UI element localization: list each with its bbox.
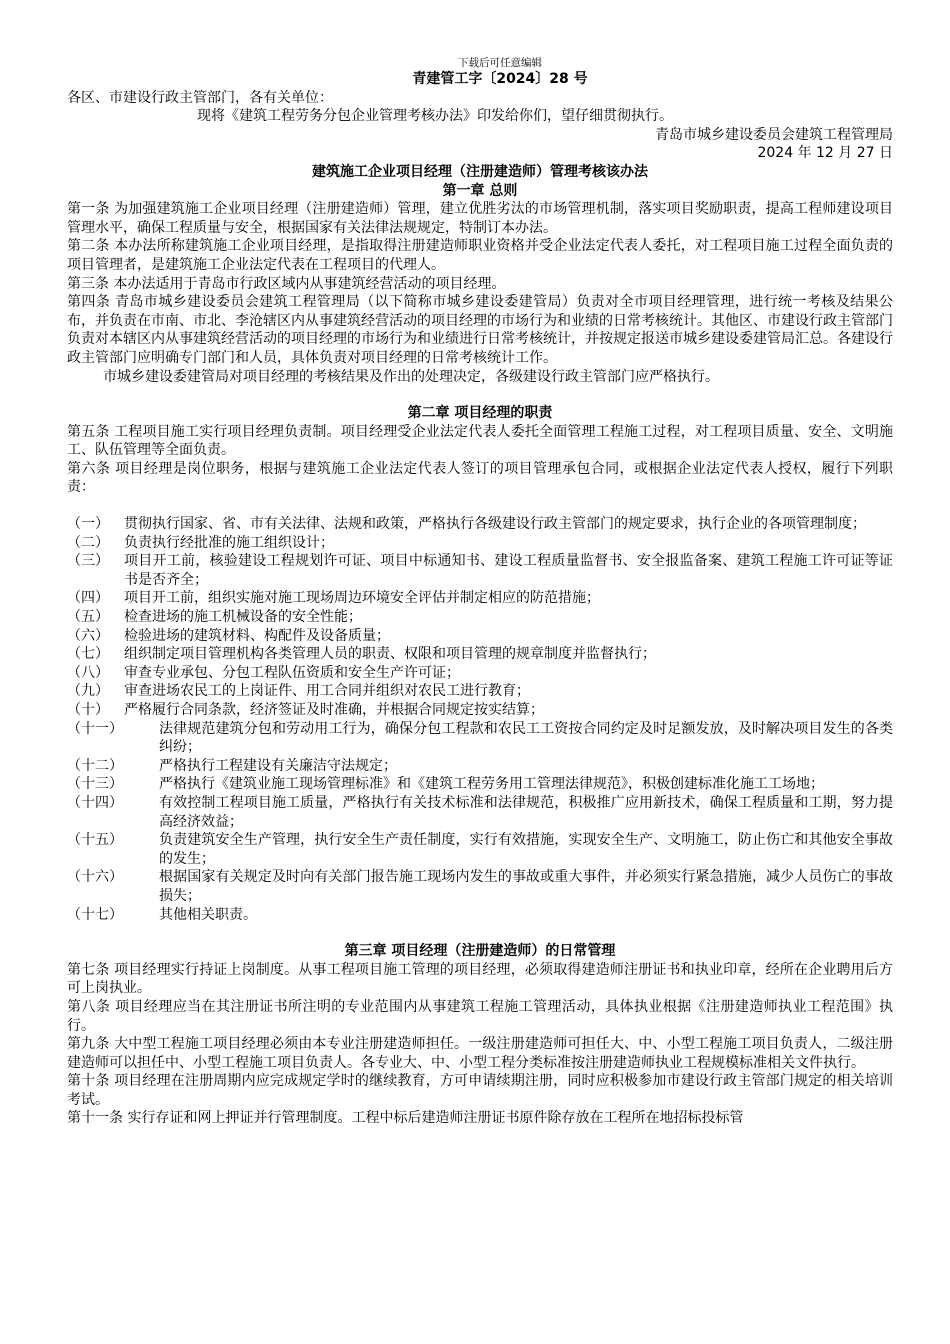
article-2: 第二条 本办法所称建筑施工企业项目经理，是指取得注册建造师职业资格并受企业法定代表人委托，对工程项目施工过程全面负责的项目管理者，是建筑施工企业法定代表在工程项目的代理人。 [67,238,893,273]
list-item: （十一） 法律规范建筑分包和劳动用工行为，确保分包工程款和农民工工资按合同约定及时足额发放，及时解决项目发生的各类纠纷； [67,720,893,756]
list-item: （十五） 负责建筑安全生产管理，执行安全生产责任制度，实行有效措施，实现安全生产、文明施工，防止伤亡和其他安全事故的发生； [67,832,893,867]
article-6: 第六条 项目经理是岗位职务，根据与建筑施工企业法定代表人签订的项目管理承包合同，或根据企业法定代表人授权，履行下列职责： [67,460,893,496]
list-item: （六） 检验进场的建筑材料、构配件及设备质量； [67,627,390,644]
list-item: （三） 项目开工前，核验建设工程规划许可证、项目中标通知书、建设工程质量监督书、安全报监备案、建筑工程施工许可证等证书是否齐全； [67,553,893,588]
list-item: （九） 审查进场农民工的上岗证件、用工合同并组织对农民工进行教育； [67,683,530,700]
issue-date: 2024 年 12 月 27 日 [757,145,893,162]
article-4: 第四条 青岛市城乡建设委员会建筑工程管理局（以下简称市城乡建设委建管局）负责对全市项目经理管理，进行统一考核及结果公布，并负责在市南、市北、李沧辖区内从事建筑经营活动的项目经理的市场行为和业绩的日常考核统计。其他区、市建设行政主管部门负责对本辖区内从事建筑经营活动的项目经理的市场行为和业绩进行日常考核统计，并按规定报送市城乡建设委建管局汇总。各建设行政主管部门应明确专门部门和人员，具体负责对项目经理的日常考核统计工作。 [67,294,893,366]
list-item: （十） 严格履行合同条款，经济签证及时准确，并根据合同规定按实结算； [67,702,544,718]
article-8: 第八条 项目经理应当在其注册证书所注明的专业范围内从事建筑工程施工管理活动，具体执业根据《注册建造师执业工程范围》执行。 [67,998,893,1034]
issuer: 青岛市城乡建设委员会建筑工程管理局 [655,126,893,143]
chapter-2-title: 第二章 项目经理的职责 [407,405,553,422]
list-item: （四） 项目开工前，组织实施对施工现场周边环境安全评估并制定相应的防范措施； [67,590,600,607]
document-page [67,56,893,1128]
article-11: 第十一条 实行存证和网上押证并行管理制度。工程中标后建造师注册证书原件除存放在工程所在地招标投标管 [67,1110,744,1127]
list-item: （十六） 根据国家有关规定及时向有关部门报告施工现场内发生的事故或重大事件，并必须实行紧急措施，减少人员伤亡的事故损失； [67,869,893,904]
article-9: 第九条 大中型工程施工项目经理必须由本专业注册建造师担任。一级注册建造师可担任大、中、小型工程施工项目负责人，二级注册建造师可以担任中、小型工程施工项目负责人。各专业大、中、小型工程分类标准按注册建造师执业工程规模标准相关文件执行。 [67,1036,893,1071]
chapter-3-title: 第三章 项目经理（注册建造师）的日常管理 [344,943,616,960]
chapter-1-closing: 市城乡建设委建管局对项目经理的考核结果及作出的处理决定，各级建设行政主管部门应严格执行。 [103,368,719,385]
list-item: （五） 检查进场的施工机械设备的安全性能； [67,609,362,626]
list-item: （十七） 其他相关职责。 [67,906,257,923]
list-item: （十三） 严格执行《建筑业施工现场管理标准》和《建筑工程劳务用工管理法律规范》，积极创建标准化施工工场地； [67,776,824,793]
chapter-1-title: 第一章 总则 [442,182,518,199]
list-item: （八） 审查专业承包、分包工程队伍资质和安全生产许可证； [67,664,460,681]
document-number: 青建管工字〔2024〕28 号 [412,71,588,87]
addressee: 各区、市建设行政主管部门，各有关单位： [67,89,333,106]
article-7: 第七条 项目经理实行持证上岗制度。从事工程项目施工管理的项目经理，必须取得建造师注册证书和执业印章，经所在企业聘用后方可上岗执业。 [67,961,893,997]
article-5: 第五条 工程项目施工实行项目经理负责制。项目经理受企业法定代表人委托全面管理工程施工过程，对工程项目质量、安全、文明施工、队伍管理等全面负责。 [67,423,893,459]
download-note: 下载后可任意编辑 [458,57,542,69]
article-10: 第十条 项目经理在注册周期内应完成规定学时的继续教育，方可申请续期注册，同时应积极参加市建设行政主管部门规定的相关培训考试。 [67,1073,893,1108]
list-item: （一） 贯彻执行国家、省、市有关法律、法规和政策，严格执行各级建设行政主管部门的规定要求，执行企业的各项管理制度； [67,516,866,533]
duties-list [67,515,893,924]
list-item: （二） 负责执行经批准的施工组织设计； [67,534,334,551]
list-item: （七） 组织制定项目管理机构各类管理人员的职责、权限和项目管理的规章制度并监督执行； [67,646,656,663]
list-item: （十四） 有效控制工程项目施工质量，严格执行有关技术标准和法律规范，积极推广应用新技术，确保工程质量和工期，努力提高经济效益； [67,794,893,830]
article-1: 第一条 为加强建筑施工企业项目经理（注册建造师）管理，建立优胜劣汰的市场管理机制，落实项目奖励职责，提高工程师建设项目管理水平，确保工程质量与安全，根据国家有关法律法规规定，特制订本办法。 [67,201,893,236]
list-item: （十二） 严格执行工程建设有关廉洁守法规定； [67,757,397,774]
document-title: 建筑施工企业项目经理（注册建造师）管理考核该办法 [312,163,648,180]
article-3: 第三条 本办法适用于青岛市行政区域内从事建筑经营活动的项目经理。 [67,275,506,292]
letter-body: 现将《建筑工程劳务分包企业管理考核办法》印发给你们，望仔细贯彻执行。 [197,108,673,125]
